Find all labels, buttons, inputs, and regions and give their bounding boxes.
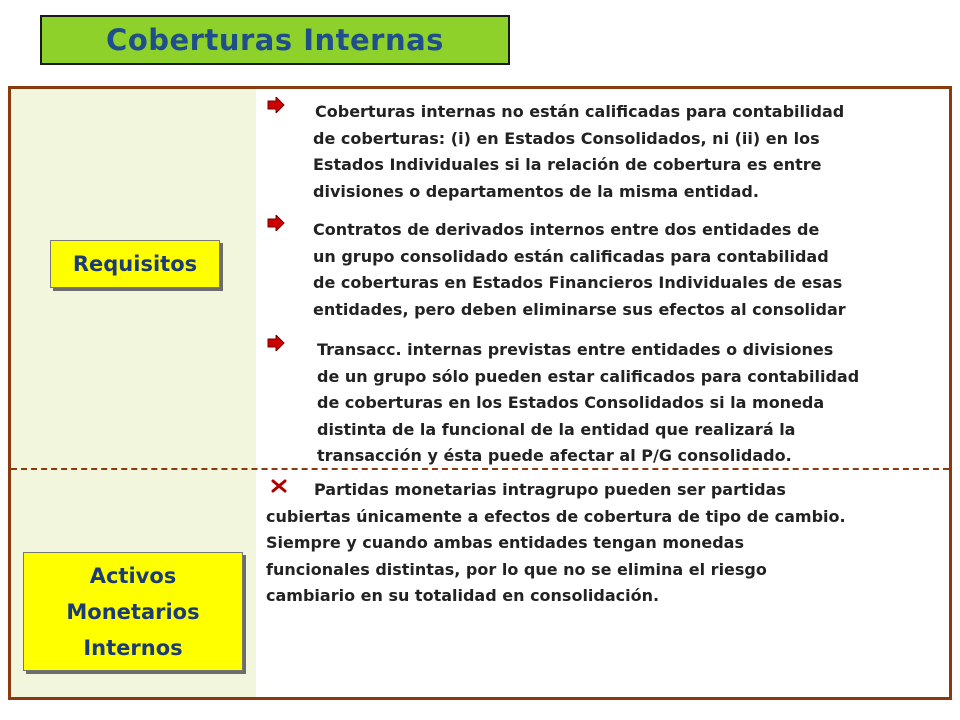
para-line: Siempre y cuando ambas entidades tengan monedas (266, 533, 744, 552)
para-line: Transacc. internas previstas entre entidades o divisiones (317, 340, 834, 359)
para-line: de un grupo sólo pueden estar calificados para contabilidad (317, 366, 860, 386)
para-line: divisiones o departamentos de la misma entidad. (313, 181, 759, 201)
requisito-paragraph-1 (313, 99, 953, 205)
content-frame (8, 86, 952, 700)
para-line: transacción y ésta puede afectar al P/G consolidado. (317, 446, 792, 465)
page-title: Coberturas Internas (106, 23, 444, 57)
para-line: de coberturas: (i) en Estados Consolidados, ni (ii) en los (313, 128, 820, 148)
arrow-bullet-icon (267, 97, 285, 113)
activos-label-line-1: Activos (89, 563, 177, 588)
requisito-paragraph-2 (313, 217, 953, 323)
activos-label-line-3: Internos (83, 635, 183, 660)
activos-label-line-2: Monetarios (66, 599, 200, 624)
requisitos-label-text: Requisitos (72, 252, 198, 276)
activos-paragraph (266, 477, 946, 610)
para-line: cubiertas únicamente a efectos de cobertura de tipo de cambio. (266, 506, 846, 526)
title-banner (40, 15, 510, 65)
para-line: Estados Individuales si la relación de cobertura es entre (313, 155, 822, 174)
para-line: funcionales distintas, por lo que no se elimina el riesgo (266, 559, 767, 579)
para-line: entidades, pero deben eliminarse sus efectos al consolidar (313, 299, 846, 319)
para-line: Contratos de derivados internos entre dos entidades de (313, 220, 820, 239)
arrow-bullet-icon (267, 215, 285, 231)
requisitos-label (50, 240, 220, 288)
activos-monetarios-label (23, 552, 243, 671)
para-line: de coberturas en los Estados Consolidados si la moneda (317, 393, 825, 412)
para-line: un grupo consolidado están calificadas para contabilidad (313, 246, 829, 266)
para-line: de coberturas en Estados Financieros Individuales de esas (313, 273, 843, 292)
requisito-paragraph-3 (317, 337, 957, 470)
arrow-bullet-icon (267, 335, 285, 351)
para-line: Coberturas internas no están calificadas para contabilidad (315, 102, 845, 121)
para-line: cambiario en su totalidad en consolidación. (266, 586, 660, 605)
para-line: Partidas monetarias intragrupo pueden ser partidas (314, 480, 786, 499)
para-line: distinta de la funcional de la entidad que realizará la (317, 419, 796, 439)
